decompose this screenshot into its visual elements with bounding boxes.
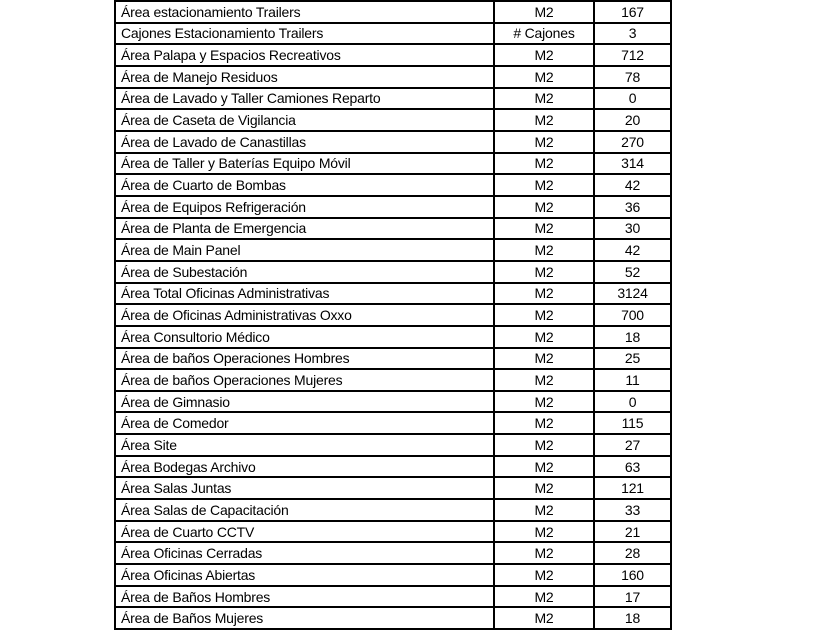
value-cell: 36	[595, 197, 670, 217]
unit-cell: M2	[495, 522, 593, 542]
area-name-cell: Área de Equipos Refrigeración	[116, 197, 493, 217]
value-cell: 0	[595, 89, 670, 109]
area-name-cell: Área de Oficinas Administrativas Oxxo	[116, 305, 493, 325]
area-summary-table	[114, 0, 672, 630]
unit-cell: M2	[495, 175, 593, 195]
area-name-cell: Área de baños Operaciones Hombres	[116, 349, 493, 369]
unit-cell: M2	[495, 219, 593, 239]
value-cell: 30	[595, 219, 670, 239]
unit-cell: M2	[495, 349, 593, 369]
unit-cell: M2	[495, 305, 593, 325]
area-name-cell: Área de Lavado de Canastillas	[116, 132, 493, 152]
unit-cell: M2	[495, 500, 593, 520]
area-name-cell: Área de Main Panel	[116, 240, 493, 260]
value-cell: 160	[595, 565, 670, 585]
value-cell: 700	[595, 305, 670, 325]
unit-cell: M2	[495, 67, 593, 87]
value-cell: 270	[595, 132, 670, 152]
area-name-cell: Área de Cuarto de Bombas	[116, 175, 493, 195]
area-name-cell: Área Salas Juntas	[116, 478, 493, 498]
unit-cell: M2	[495, 478, 593, 498]
unit-cell: M2	[495, 543, 593, 563]
unit-cell: M2	[495, 435, 593, 455]
unit-cell: M2	[495, 457, 593, 477]
unit-cell: M2	[495, 132, 593, 152]
value-cell: 27	[595, 435, 670, 455]
area-name-cell: Área de Taller y Baterías Equipo Móvil	[116, 154, 493, 174]
value-cell: 3124	[595, 284, 670, 304]
unit-cell: M2	[495, 413, 593, 433]
value-cell: 42	[595, 240, 670, 260]
unit-cell: M2	[495, 370, 593, 390]
unit-cell: M2	[495, 197, 593, 217]
value-cell: 28	[595, 543, 670, 563]
area-name-cell: Área de Lavado y Taller Camiones Reparto	[116, 89, 493, 109]
area-name-cell: Área de Baños Mujeres	[116, 608, 493, 628]
value-cell: 121	[595, 478, 670, 498]
unit-cell: M2	[495, 89, 593, 109]
unit-cell: M2	[495, 45, 593, 65]
area-name-cell: Área Site	[116, 435, 493, 455]
value-cell: 314	[595, 154, 670, 174]
value-cell: 115	[595, 413, 670, 433]
value-cell: 3	[595, 24, 670, 44]
unit-cell: M2	[495, 327, 593, 347]
value-cell: 33	[595, 500, 670, 520]
value-cell: 78	[595, 67, 670, 87]
unit-cell: M2	[495, 587, 593, 607]
area-name-cell: Área Palapa y Espacios Recreativos	[116, 45, 493, 65]
area-name-cell: Área de Gimnasio	[116, 392, 493, 412]
unit-cell: M2	[495, 154, 593, 174]
area-name-cell: Área Consultorio Médico	[116, 327, 493, 347]
value-cell: 17	[595, 587, 670, 607]
value-cell: 63	[595, 457, 670, 477]
value-cell: 25	[595, 349, 670, 369]
unit-cell: M2	[495, 2, 593, 22]
unit-cell: # Cajones	[495, 24, 593, 44]
unit-cell: M2	[495, 565, 593, 585]
value-cell: 21	[595, 522, 670, 542]
unit-cell: M2	[495, 608, 593, 628]
area-name-cell: Cajones Estacionamiento Trailers	[116, 24, 493, 44]
area-name-cell: Área Oficinas Abiertas	[116, 565, 493, 585]
area-name-cell: Área de Caseta de Vigilancia	[116, 110, 493, 130]
value-cell: 18	[595, 608, 670, 628]
unit-cell: M2	[495, 284, 593, 304]
area-name-cell: Área de Manejo Residuos	[116, 67, 493, 87]
area-name-cell: Área de Planta de Emergencia	[116, 219, 493, 239]
area-name-cell: Área de Subestación	[116, 262, 493, 282]
value-cell: 11	[595, 370, 670, 390]
area-name-cell: Área de baños Operaciones Mujeres	[116, 370, 493, 390]
area-name-cell: Área de Baños Hombres	[116, 587, 493, 607]
area-name-cell: Área estacionamiento Trailers	[116, 2, 493, 22]
unit-cell: M2	[495, 240, 593, 260]
area-name-cell: Área Total Oficinas Administrativas	[116, 284, 493, 304]
value-cell: 167	[595, 2, 670, 22]
unit-cell: M2	[495, 262, 593, 282]
value-cell: 0	[595, 392, 670, 412]
area-name-cell: Área de Comedor	[116, 413, 493, 433]
value-cell: 712	[595, 45, 670, 65]
value-cell: 18	[595, 327, 670, 347]
unit-cell: M2	[495, 110, 593, 130]
unit-cell: M2	[495, 392, 593, 412]
area-name-cell: Área Salas de Capacitación	[116, 500, 493, 520]
area-name-cell: Área Bodegas Archivo	[116, 457, 493, 477]
value-cell: 42	[595, 175, 670, 195]
value-cell: 20	[595, 110, 670, 130]
value-cell: 52	[595, 262, 670, 282]
area-name-cell: Área Oficinas Cerradas	[116, 543, 493, 563]
area-name-cell: Área de Cuarto CCTV	[116, 522, 493, 542]
